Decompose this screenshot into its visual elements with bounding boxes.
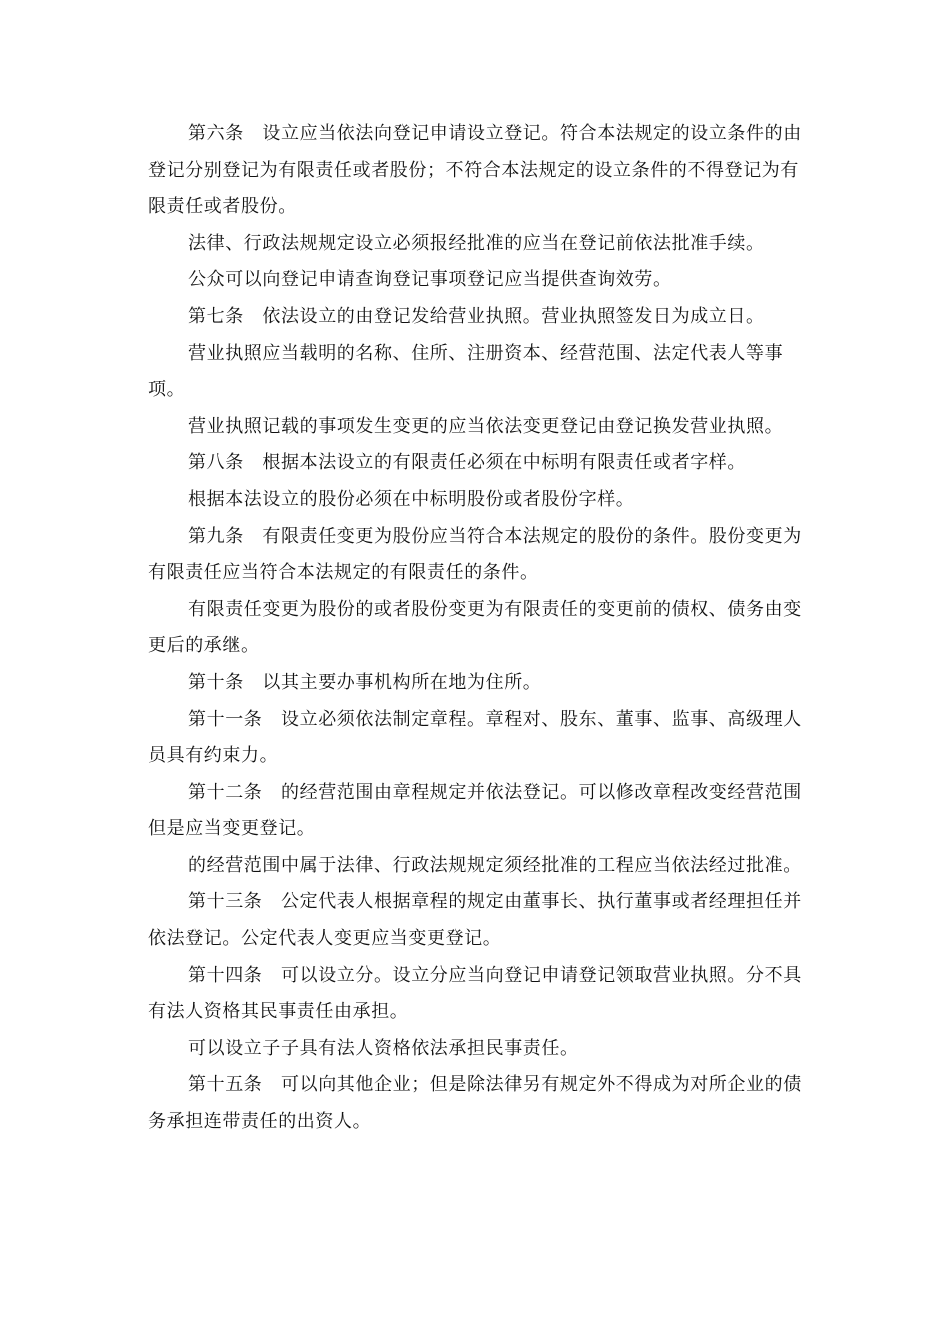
article-6-approval-paragraph: 法律、行政法规规定设立必须报经批准的应当在登记前依法批准手续。 (188, 232, 765, 254)
article-10-paragraph: 第十条 以其主要办事机构所在地为住所。 (188, 671, 542, 693)
article-8-paragraph: 第八条 根据本法设立的有限责任必须在中标明有限责任或者字样。 (188, 452, 746, 474)
article-12-paragraph: 第十二条 的经营范围由章程规定并依法登记。可以修改章程改变经营范围但是应当变更登记。 (148, 781, 802, 840)
document-body (148, 116, 808, 1141)
article-8-joint-stock-paragraph: 根据本法设立的股份必须在中标明股份或者股份字样。 (188, 488, 635, 510)
article-7-license-contents-paragraph: 营业执照应当载明的名称、住所、注册资本、经营范围、法定代表人等事项。 (148, 342, 784, 401)
article-15-paragraph: 第十五条 可以向其他企业；但是除法律另有规定外不得成为对所企业的债务承担连带责任的出资人。 (148, 1074, 802, 1133)
article-12-approval-paragraph: 的经营范围中属于法律、行政法规规定须经批准的工程应当依法经过批准。 (188, 854, 802, 876)
article-9-paragraph: 第九条 有限责任变更为股份应当符合本法规定的股份的条件。股份变更为有限责任应当符合本法规定的有限责任的条件。 (148, 525, 802, 584)
article-13-paragraph: 第十三条 公定代表人根据章程的规定由董事长、执行董事或者经理担任并依法登记。公定代表人变更应当变更登记。 (148, 891, 802, 950)
article-14-paragraph: 第十四条 可以设立分。设立分应当向登记申请登记领取营业执照。分不具有法人资格其民事责任由承担。 (148, 964, 802, 1023)
article-11-paragraph: 第十一条 设立必须依法制定章程。章程对、股东、董事、监事、高级理人员具有约束力。 (148, 708, 802, 767)
article-6-paragraph: 第六条 设立应当依法向登记申请设立登记。符合本法规定的设立条件的由登记分别登记为有限责任或者股份；不符合本法规定的设立条件的不得登记为有限责任或者股份。 (148, 123, 802, 218)
article-7-paragraph: 第七条 依法设立的由登记发给营业执照。营业执照签发日为成立日。 (188, 305, 765, 327)
article-9-debts-paragraph: 有限责任变更为股份的或者股份变更为有限责任的变更前的债权、债务由变更后的承继。 (148, 598, 802, 657)
article-6-inquiry-paragraph: 公众可以向登记申请查询登记事项登记应当提供查询效劳。 (188, 269, 672, 291)
article-14-subsidiary-paragraph: 可以设立子子具有法人资格依法承担民事责任。 (188, 1037, 579, 1059)
article-7-license-change-paragraph: 营业执照记载的事项发生变更的应当依法变更登记由登记换发营业执照。 (188, 415, 784, 437)
